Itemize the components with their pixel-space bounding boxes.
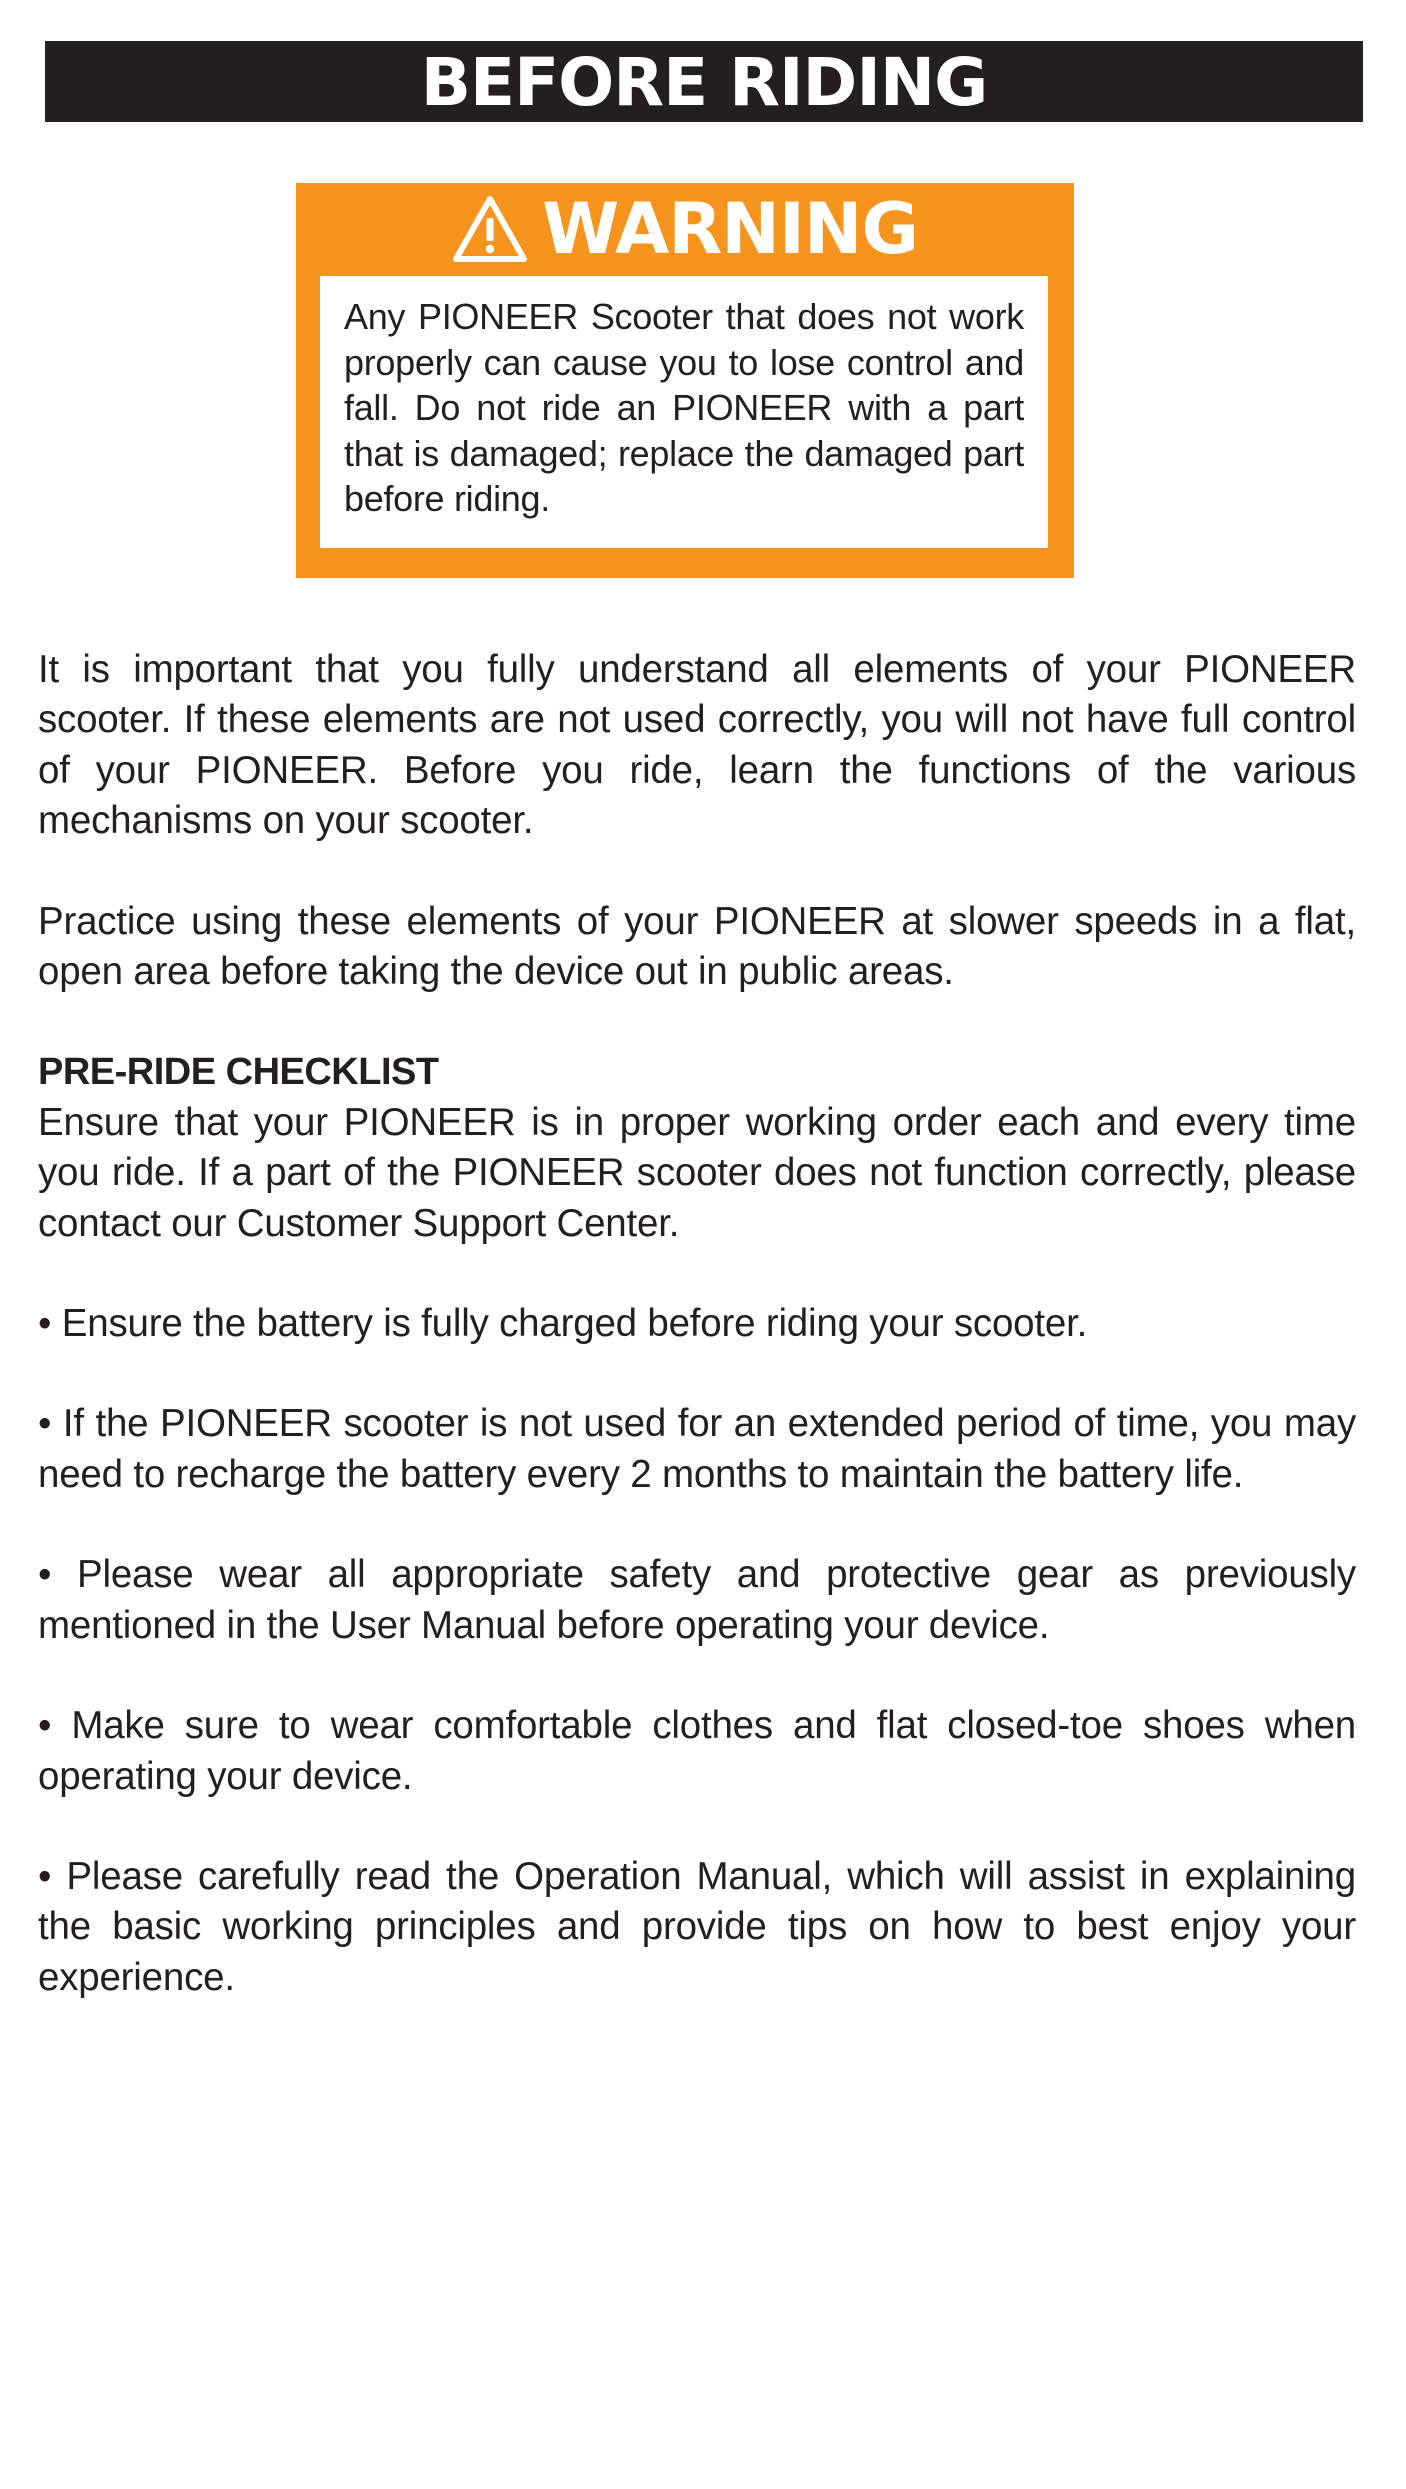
warning-header xyxy=(296,183,1074,275)
checklist-heading: PRE-RIDE CHECKLIST xyxy=(38,1051,439,1094)
checklist-item: • Please wear all appropriate safety and protective gear as previously mentioned in the User Manual before operating your device. xyxy=(38,1553,1356,1647)
page-title: BEFORE RIDING xyxy=(420,43,988,121)
main-content xyxy=(38,645,1356,2003)
intro-paragraph-1: It is important that you fully understand all elements of your PIONEER scooter. If these elements are not used correctly, you will not have full control of your PIONEER. Before you ride, learn the functions of the various mechanisms on your scooter. xyxy=(38,648,1356,843)
warning-text: Any PIONEER Scooter that does not work properly can cause you to lose control and fall. Do not ride an PIONEER with a part that is damaged; replace the damaged part before riding. xyxy=(344,296,1024,519)
warning-triangle-icon xyxy=(452,194,528,264)
warning-title: WARNING xyxy=(542,188,918,270)
intro-paragraph-2: Practice using these elements of your PIONEER at slower speeds in a flat, open area before taking the device out in public areas. xyxy=(38,899,1356,994)
warning-body xyxy=(320,276,1048,548)
checklist-item: • Ensure the battery is fully charged before riding your scooter. xyxy=(38,1302,1088,1346)
checklist-item: • Please carefully read the Operation Manual, which will assist in explaining the basic working principles and provide tips on how to best enjoy your experience. xyxy=(38,1854,1356,1999)
warning-box xyxy=(296,183,1074,578)
checklist-item: • If the PIONEER scooter is not used for an extended period of time, you may need to recharge the battery every 2 months to maintain the battery life. xyxy=(38,1402,1356,1496)
checklist-intro: Ensure that your PIONEER is in proper working order each and every time you ride. If a part of the PIONEER scooter does not function correctly, please contact our Customer Support Center. xyxy=(38,1100,1356,1245)
checklist-item: • Make sure to wear comfortable clothes and flat closed-toe shoes when operating your device. xyxy=(38,1704,1356,1798)
title-bar xyxy=(45,41,1363,122)
